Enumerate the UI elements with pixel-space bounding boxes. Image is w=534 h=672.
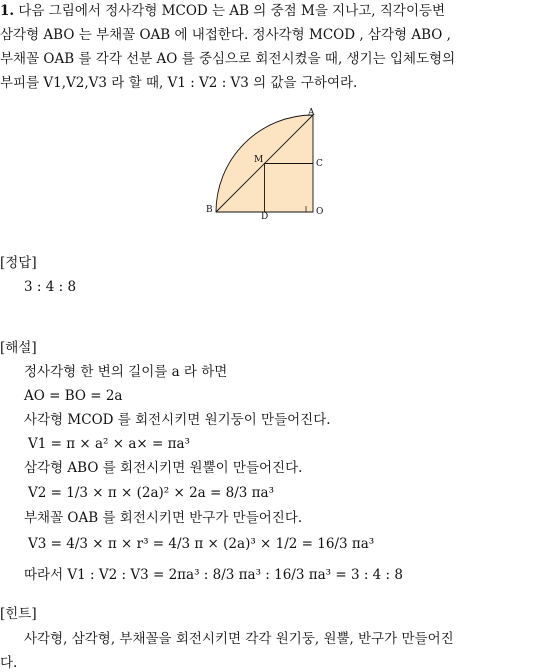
- problem-number: 1.: [0, 3, 15, 19]
- solution-heading: [해설]: [0, 340, 37, 356]
- solution-step-2: AO = BO = 2a: [24, 388, 123, 404]
- solution-step-9: 따라서 V1 : V2 : V3 = 2πa³ : 8/3 πa³ : 16/3 πa³ = 3 : 4 : 8: [24, 567, 403, 583]
- solution-step-6: V2 = 1/3 × π × (2a)² × 2a = 8/3 πa³: [28, 485, 274, 501]
- label-c: C: [316, 159, 323, 169]
- solution-step-1: 정사각형 한 변의 길이를 a 라 하면: [24, 364, 228, 380]
- problem-line-3: 부채꼴 OAB 를 각각 선분 AO 를 중심으로 회전시켰을 때, 생기는 입체도형의: [0, 51, 456, 67]
- geometry-figure: [200, 108, 340, 220]
- problem-line-4: 부피를 V1,V2,V3 라 할 때, V1 : V2 : V3 의 값을 구하여라.: [0, 75, 358, 91]
- hint-heading: [힌트]: [0, 606, 37, 622]
- solution-step-3: 사각형 MCOD 를 회전시키면 원기둥이 만들어진다.: [24, 412, 331, 428]
- label-m: M: [254, 155, 264, 165]
- answer-heading: [정답]: [0, 255, 37, 271]
- answer-value: 3 : 4 : 8: [24, 279, 77, 295]
- problem-line-1: [0, 2, 445, 20]
- hint-line-2: 다.: [0, 655, 18, 671]
- solution-step-4: V1 = π × a² × a× = πa³: [28, 436, 190, 452]
- label-d: D: [261, 212, 269, 220]
- solution-step-8: V3 = 4/3 × π × r³ = 4/3 π × (2a)³ × 1/2 = 16/3 πa³: [28, 536, 375, 552]
- label-o: O: [316, 207, 324, 217]
- solution-step-7: 부채꼴 OAB 를 회전시키면 반구가 만들어진다.: [24, 510, 303, 526]
- label-b: B: [206, 205, 213, 215]
- problem-line-1-text: 다음 그림에서 정사각형 MCOD 는 AB 의 중점 M을 지나고, 직각이등변: [18, 3, 446, 19]
- problem-line-2: 삼각형 ABO 는 부채꼴 OAB 에 내접한다. 정사각형 MCOD , 삼각형 ABO ,: [0, 27, 451, 43]
- hint-line-1: 사각형, 삼각형, 부채꼴을 회전시키면 각각 원기둥, 원뿔, 반구가 만들어진: [24, 631, 454, 647]
- label-a: A: [308, 108, 315, 118]
- solution-step-5: 삼각형 ABO 를 회전시키면 원뿔이 만들어진다.: [24, 460, 303, 476]
